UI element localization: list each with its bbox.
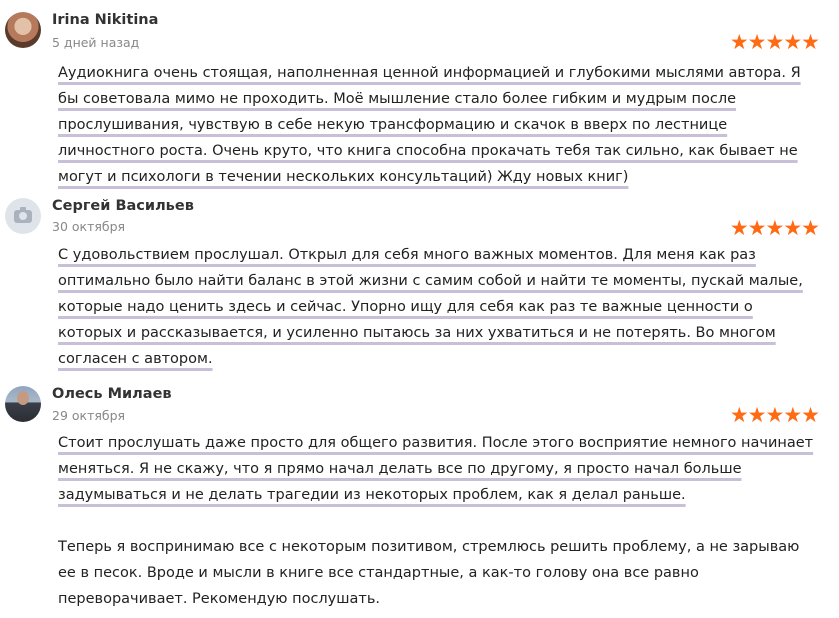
review-paragraph: С удовольствием прослушал. Открыл для себя много важных моментов. Для меня как раз оптимально было найти баланс в этой жизни с самим собой и найти те моменты, пускай малые, которые надо ценить здесь и сейчас. Упорно ищу для себя как раз те важные ценности о которых и рассказывается, и усиленно пытаюсь за них ухватиться и не потерять. Во многом согласен с автором.: [58, 247, 803, 367]
review-author[interactable]: Сергей Васильев: [52, 198, 194, 214]
review-paragraph: Аудиокнига очень стоящая, наполненная ценной информацией и глубокими мыслями автора. Я бы советовала мимо не проходить. Моё мышление стало более гибким и мудрым после прослушивания, чувствую в себе некую трансформацию и скачок в вверх по лестнице личностного роста. Очень круто, что книга способна прокачать тебя так сильно, как бывает не могут и психологи в течении нескольких консультаций) Жду новых книг): [58, 65, 801, 185]
avatar[interactable]: [5, 386, 41, 422]
review-date: 29 октября: [52, 408, 126, 423]
review-text: [58, 242, 818, 372]
review-author[interactable]: Irina Nikitina: [52, 12, 159, 28]
review-text: [58, 430, 818, 612]
review-paragraph: Теперь я воспринимаю все с некоторым позитивом, стремлюсь решить проблему, а не зарываю ее в песок. Вроде и мысли в книге все стандартные, а как-то голову она все равно переворачивает. Рекомендую послушать.: [58, 539, 800, 607]
rating-stars: ★★★★★: [729, 403, 819, 427]
review-paragraph: Стоит прослушать даже просто для общего развития. После этого восприятие немного начинает меняться. Я не скажу, что я прямо начал делать все по другому, я просто начал больше задумываться и не делать трагедии из некоторых проблем, как я делал раньше.: [58, 435, 814, 503]
review-date: 5 дней назад: [52, 35, 140, 50]
rating-stars: ★★★★★: [729, 216, 819, 240]
avatar[interactable]: [5, 12, 41, 48]
avatar[interactable]: [5, 198, 41, 234]
review-author[interactable]: Олесь Милаев: [52, 386, 172, 402]
rating-stars: ★★★★★: [729, 30, 819, 54]
camera-icon: [14, 210, 32, 223]
review-text: [58, 60, 818, 190]
review-date: 30 октября: [52, 219, 126, 234]
